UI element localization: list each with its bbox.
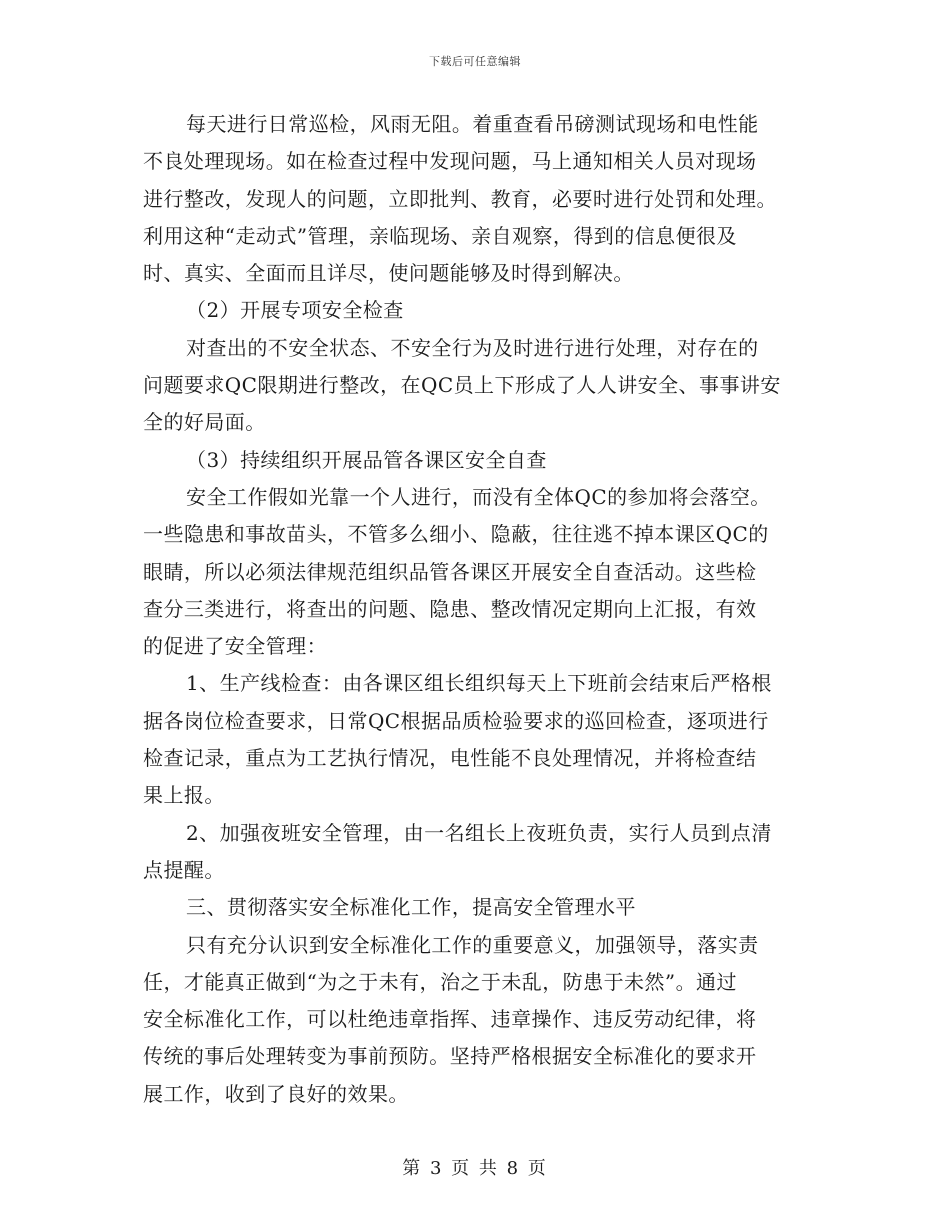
paragraph-line: 任，才能真正做到“为之于未有，治之于未乱，防患于未然”。通过 xyxy=(143,969,737,994)
paragraph-line: 安全标准化工作，可以杜绝违章指挥、违章操作、违反劳动纪律，将 xyxy=(143,1007,757,1032)
paragraph-line: 眼睛，所以必须法律规范组织品管各课区开展安全自查活动。这些检 xyxy=(143,559,757,584)
paragraph-line: 时、真实、全面而且详尽，使问题能够及时得到解决。 xyxy=(143,261,634,286)
document-body xyxy=(143,106,813,1113)
paragraph-line: 展工作，收到了良好的效果。 xyxy=(143,1081,409,1106)
paragraph-line: 的促进了安全管理： xyxy=(143,634,328,659)
paragraph-line: 一些隐患和事故苗头，不管多么细小、隐蔽，往往逃不掉本课区QC的 xyxy=(143,522,769,547)
section-heading: （2）开展专项安全检查 xyxy=(186,298,404,323)
page-number-footer: 第 3 页 共 8 页 xyxy=(402,1158,548,1179)
paragraph-line: 问题要求QC限期进行整改，在QC员上下形成了人人讲安全、事事讲安 xyxy=(143,373,781,398)
section-heading: 三、贯彻落实安全标准化工作，提高安全管理水平 xyxy=(186,895,636,920)
paragraph-line: 利用这种“走动式”管理，亲临现场、亲自观察，得到的信息便很及 xyxy=(143,223,737,248)
paragraph-line: 不良处理现场。如在检查过程中发现问题，马上通知相关人员对现场 xyxy=(143,149,757,174)
paragraph-line: 只有充分认识到安全标准化工作的重要意义，加强领导，落实责 xyxy=(186,932,759,957)
paragraph-line: 检查记录，重点为工艺执行情况，电性能不良处理情况，并将检查结 xyxy=(143,746,757,771)
paragraph-line: 传统的事后处理转变为事前预防。坚持严格根据安全标准化的要求开 xyxy=(143,1044,757,1069)
list-item-line: 2、加强夜班安全管理，由一名组长上夜班负责，实行人员到点清 xyxy=(186,820,772,845)
paragraph-line: 安全工作假如光靠一个人进行，而没有全体QC的参加将会落空。 xyxy=(186,484,771,509)
section-heading: （3）持续组织开展品管各课区安全自查 xyxy=(186,447,547,472)
paragraph-line: 点提醒。 xyxy=(143,857,225,882)
paragraph-line: 据各岗位检查要求，日常QC根据品质检验要求的巡回检查，逐项进行 xyxy=(143,708,769,733)
paragraph-line: 全的好局面。 xyxy=(143,410,266,435)
page-header-note: 下载后可任意编辑 xyxy=(429,55,521,68)
paragraph-line: 对查出的不安全状态、不安全行为及时进行进行处理，对存在的 xyxy=(186,335,759,360)
list-item-line: 1、生产线检查：由各课区组长组织每天上下班前会结束后严格根 xyxy=(186,671,772,696)
paragraph-line: 进行整改，发现人的问题，立即批判、教育，必要时进行处罚和处理。 xyxy=(143,186,777,211)
paragraph-line: 果上报。 xyxy=(143,783,225,808)
paragraph-line: 查分三类进行，将查出的问题、隐患、整改情况定期向上汇报，有效 xyxy=(143,596,757,621)
paragraph-line: 每天进行日常巡检，风雨无阻。着重查看吊磅测试现场和电性能 xyxy=(186,112,759,136)
